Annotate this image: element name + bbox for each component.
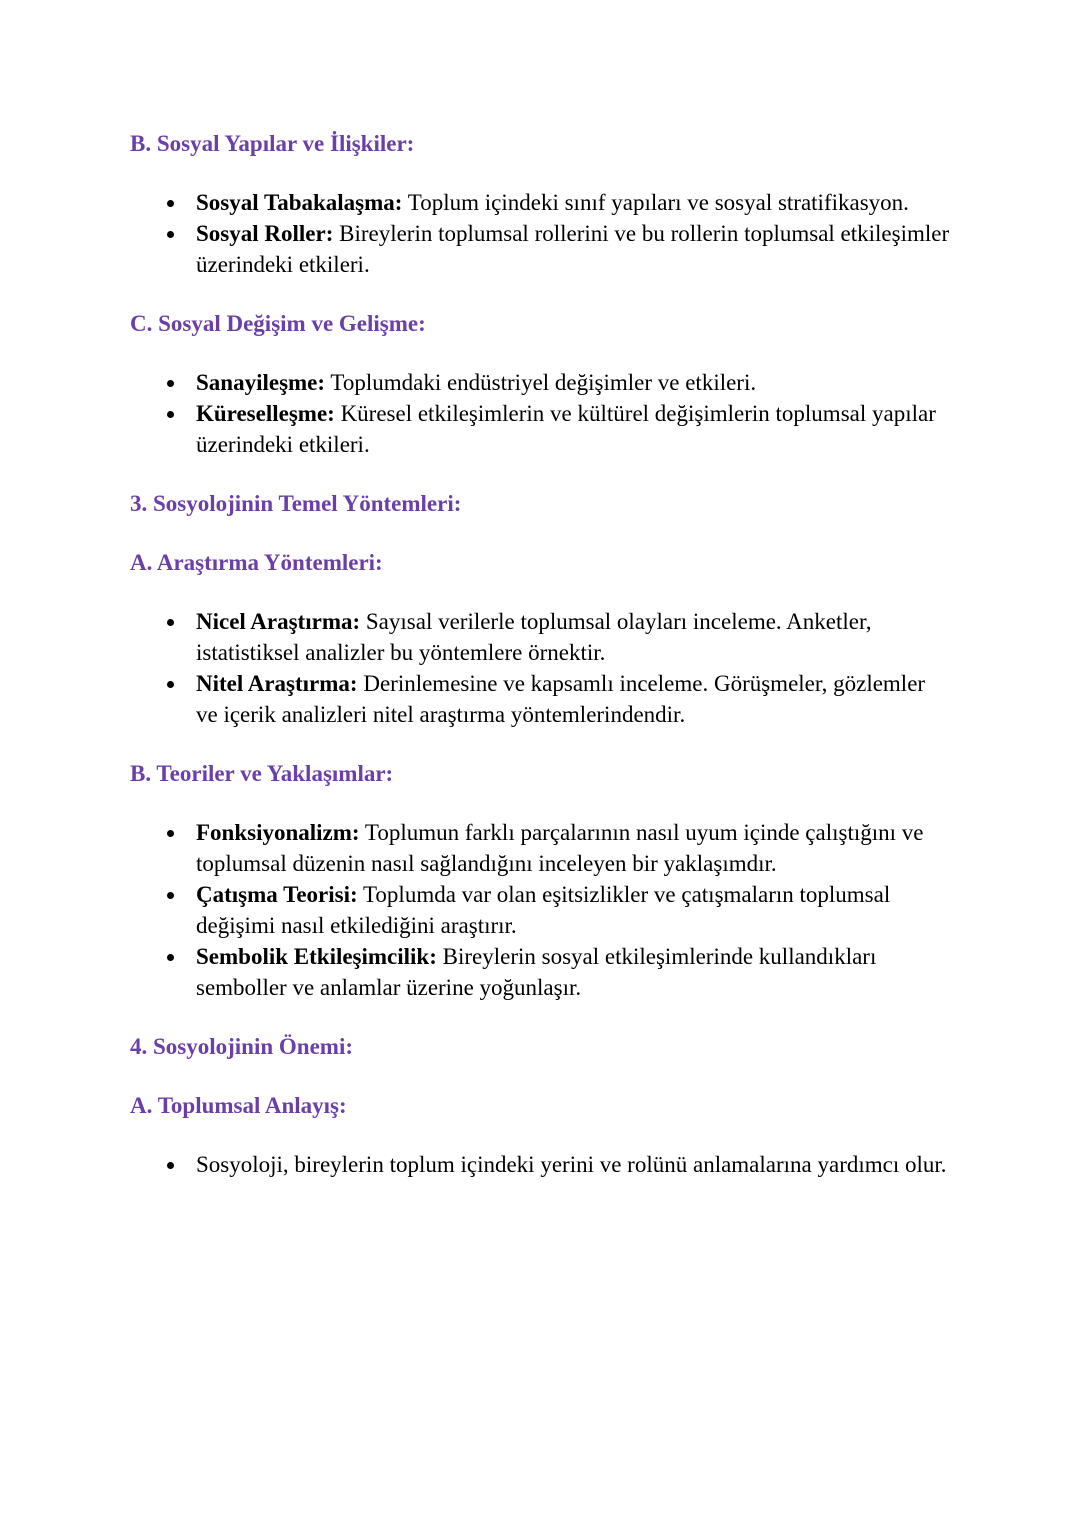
body-text: Sosyoloji, bireylerin toplum içindeki yerini ve rolünü anlamalarına yardımcı olur. <box>196 1152 947 1177</box>
bullet-icon <box>167 879 196 899</box>
body-text: Bireylerin toplumsal rollerini ve bu rollerin toplumsal etkileşimler üzerindeki etkileri. <box>196 221 950 277</box>
section-heading: A. Araştırma Yöntemleri: <box>130 550 383 575</box>
term-label: Çatışma Teorisi: <box>196 882 358 907</box>
list-item-text <box>196 817 950 879</box>
term-label: Küreselleşme: <box>196 401 335 426</box>
list-item-text <box>196 668 950 730</box>
list-item-text <box>196 187 950 218</box>
body-text: Toplumdaki endüstriyel değişimler ve etkileri. <box>330 370 757 395</box>
list-item <box>130 817 950 879</box>
bullet-list <box>130 1149 950 1180</box>
bullet-icon <box>167 1149 196 1169</box>
section-heading: B. Teoriler ve Yaklaşımlar: <box>130 761 394 786</box>
bullet-icon <box>167 606 196 626</box>
list-item-text <box>196 606 950 668</box>
list-item-text <box>196 218 950 280</box>
bullet-list <box>130 817 950 1003</box>
list-item <box>130 668 950 730</box>
bullet-list <box>130 606 950 730</box>
body-text: Bireylerin sosyal etkileşimlerinde kullandıkları semboller ve anlamlar üzerine yoğunlaşır. <box>196 944 877 1000</box>
term-label: Sosyal Tabakalaşma: <box>196 190 403 215</box>
list-item-text <box>196 879 950 941</box>
bullet-icon <box>167 398 196 418</box>
list-item <box>130 398 950 460</box>
bullet-icon <box>167 817 196 837</box>
section-heading: B. Sosyal Yapılar ve İlişkiler: <box>130 131 415 156</box>
bullet-icon <box>167 218 196 238</box>
section-heading: 4. Sosyolojinin Önemi: <box>130 1034 354 1059</box>
bullet-icon <box>167 367 196 387</box>
body-text: Sayısal verilerle toplumsal olayları inceleme. Anketler, istatistiksel analizler bu yöntemlere örnektir. <box>196 609 872 665</box>
section-heading: A. Toplumsal Anlayış: <box>130 1093 347 1118</box>
bullet-icon <box>167 668 196 688</box>
list-item <box>130 1149 950 1180</box>
list-item-text <box>196 367 950 398</box>
bullet-icon <box>167 187 196 207</box>
list-item <box>130 218 950 280</box>
list-item-text <box>196 941 950 1003</box>
section-heading: C. Sosyal Değişim ve Gelişme: <box>130 311 426 336</box>
section-heading: 3. Sosyolojinin Temel Yöntemleri: <box>130 491 462 516</box>
term-label: Nicel Araştırma: <box>196 609 361 634</box>
list-item-text <box>196 398 950 460</box>
bullet-icon <box>167 941 196 961</box>
body-text: Küresel etkileşimlerin ve kültürel değişimlerin toplumsal yapılar üzerindeki etkileri. <box>196 401 936 457</box>
list-item <box>130 187 950 218</box>
list-item <box>130 606 950 668</box>
body-text: Derinlemesine ve kapsamlı inceleme. Görüşmeler, gözlemler ve içerik analizleri nitel araştırma yöntemlerindendir. <box>196 671 926 727</box>
term-label: Sanayileşme: <box>196 370 326 395</box>
list-item <box>130 367 950 398</box>
bullet-list <box>130 187 950 280</box>
body-text: Toplumun farklı parçalarının nasıl uyum içinde çalıştığını ve toplumsal düzenin nasıl sağlandığını inceleyen bir yaklaşımdır. <box>196 820 924 876</box>
body-text: Toplumda var olan eşitsizlikler ve çatışmaların toplumsal değişimi nasıl etkilediğini araştırır. <box>196 882 891 938</box>
term-label: Sembolik Etkileşimcilik: <box>196 944 437 969</box>
bullet-list <box>130 367 950 460</box>
body-text: Toplum içindeki sınıf yapıları ve sosyal stratifikasyon. <box>407 190 909 215</box>
list-item-text <box>196 1149 950 1180</box>
list-item <box>130 879 950 941</box>
term-label: Fonksiyonalizm: <box>196 820 360 845</box>
term-label: Sosyal Roller: <box>196 221 334 246</box>
list-item <box>130 941 950 1003</box>
term-label: Nitel Araştırma: <box>196 671 358 696</box>
